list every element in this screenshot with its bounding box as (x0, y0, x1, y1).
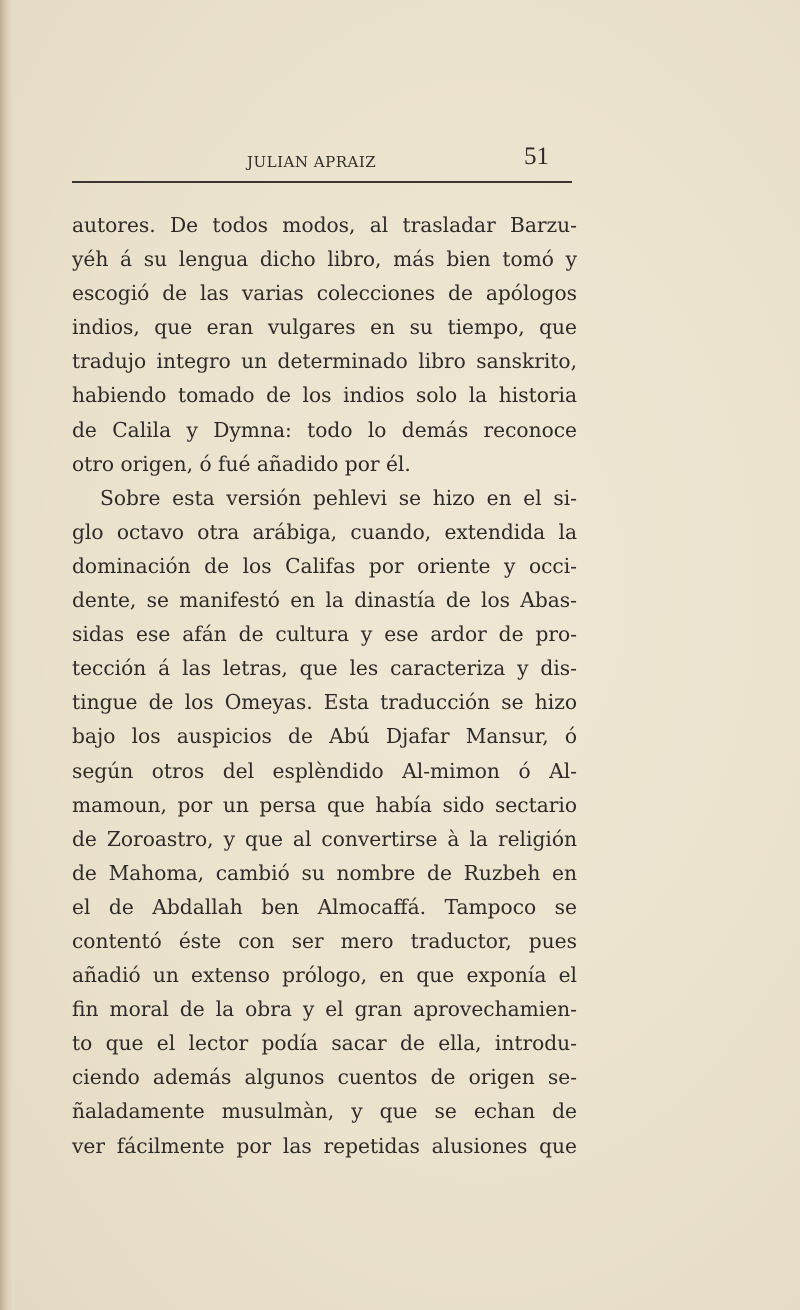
text-line: yéh á su lengua dicho libro, más bien tomó y (72, 247, 577, 272)
text-line: autores. De todos modos, al trasladar Barzu- (72, 213, 577, 237)
running-title: JULIAN APRAIZ (247, 153, 377, 171)
text-line: otro origen, ó fué añadido por él. (72, 451, 411, 476)
text-line: el de Abdallah ben Almocaffá. Tampoco se (72, 894, 577, 919)
text-line: tección á las letras, que les caracteriza y dis- (72, 656, 577, 681)
text-line: de Zoroastro, y que al convertirse à la religión (72, 826, 577, 851)
text-line: ver fácilmente por las repetidas alusiones que (72, 1133, 577, 1158)
text-line: dominación de los Califas por oriente y occi- (72, 553, 577, 578)
text-line: ciendo además algunos cuentos de origen se- (72, 1065, 577, 1090)
text-line: añadió un extenso prólogo, en que exponía el (72, 963, 577, 988)
text-line: glo octavo otra arábiga, cuando, extendida la (72, 519, 577, 544)
text-line: de Mahoma, cambió su nombre de Ruzbeh en (72, 860, 577, 885)
text-line: to que el lector podía sacar de ella, introdu- (72, 1031, 577, 1056)
text-line: tradujo integro un determinado libro sanskrito, (72, 349, 577, 374)
text-line: sidas ese afán de cultura y ese ardor de pro- (72, 622, 577, 647)
text-line: habiendo tomado de los indios solo la historia (72, 383, 577, 408)
page-number: 51 (524, 143, 549, 170)
text-line: ñaladamente musulmàn, y que se echan de (72, 1099, 577, 1124)
text-line: dente, se manifestó en la dinastía de los Abas- (72, 588, 577, 613)
text-line: indios, que eran vulgares en su tiempo, que (72, 315, 577, 340)
text-line: fin moral de la obra y el gran aprovechamien- (72, 997, 577, 1022)
text-line: de Calila y Dymna: todo lo demás reconoce (72, 417, 577, 442)
header-rule (72, 181, 572, 183)
body-text (72, 208, 577, 1163)
running-head (72, 143, 572, 179)
text-line: contentó éste con ser mero traductor, pues (72, 928, 577, 953)
text-line: mamoun, por un persa que había sido sectario (72, 792, 577, 817)
text-line: según otros del esplèndido Al-mimon ó Al- (72, 758, 577, 783)
text-line: tingue de los Omeyas. Esta traducción se hizo (72, 690, 577, 715)
text-line: Sobre esta versión pehlevi se hizo en el si- (100, 485, 577, 510)
text-line: escogió de las varias colecciones de apólogos (72, 281, 577, 306)
text-line: bajo los auspicios de Abú Djafar Mansur, ó (72, 724, 577, 749)
page-spine-shadow (0, 0, 14, 1310)
